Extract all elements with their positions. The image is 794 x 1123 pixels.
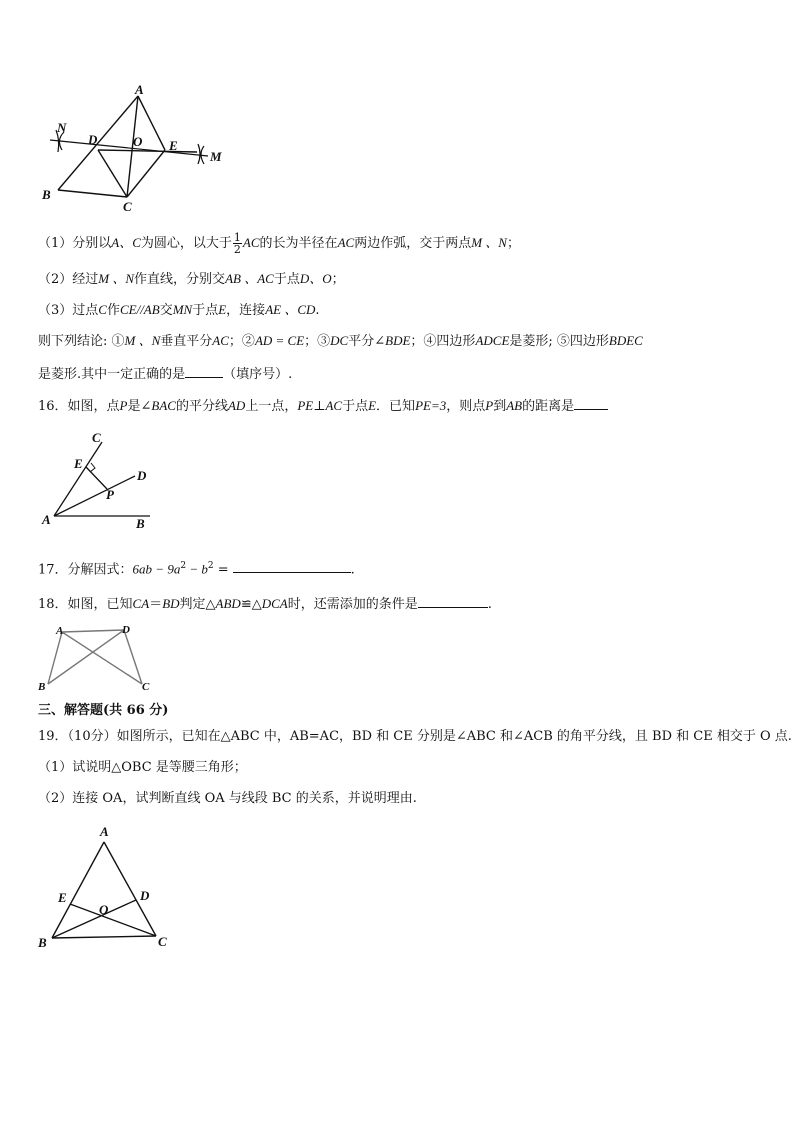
q17-text (38, 557, 355, 579)
math: M 、N (124, 333, 161, 348)
math: CA (132, 596, 150, 611)
q15-step1 (38, 232, 520, 255)
text: 到 (493, 399, 507, 414)
text: ≌△ (240, 597, 262, 612)
label-M: M (210, 149, 222, 164)
label-B: B (38, 681, 46, 693)
label-O: O (99, 902, 109, 917)
math: 6ab − 9a (132, 561, 181, 577)
math: BDEC (608, 333, 643, 348)
text: 是 (127, 399, 141, 414)
figure-rhombus-construction (40, 82, 230, 214)
text: 判定△ (179, 597, 216, 612)
text: 的距离是 (522, 399, 575, 414)
math: AD = CE (254, 333, 305, 348)
math: P (485, 398, 494, 413)
label-A: A (135, 82, 144, 97)
label-A: A (42, 512, 51, 527)
text: ； (331, 272, 345, 287)
q19-part2: （2）连接 OA，试判断直线 OA 与线段 BC 的关系，并说明理由. (38, 791, 417, 806)
math: AC (212, 333, 229, 348)
text: ；④四边形 (410, 334, 476, 349)
math: AB (506, 398, 523, 413)
math: 2 (180, 561, 187, 571)
text: 17．分解因式： (38, 562, 133, 578)
text: 作 (106, 303, 120, 318)
label-D: D (88, 132, 98, 147)
math: C (98, 302, 107, 317)
math: AB 、AC (225, 271, 274, 286)
math: DCA (261, 596, 288, 611)
answer-blank-q16[interactable] (574, 395, 608, 410)
q15-conclusions-cont (38, 363, 292, 384)
label-C: C (142, 681, 150, 693)
label-N: N (57, 120, 67, 135)
label-B: B (136, 516, 145, 531)
math: AC (242, 235, 260, 250)
label-O: O (133, 134, 143, 149)
label-P: P (106, 487, 114, 502)
label-A: A (56, 625, 64, 637)
math: ∠BAC (140, 398, 176, 413)
text: 交 (159, 303, 173, 318)
text: 的长为半径在 (259, 236, 338, 251)
text: （填序号）. (223, 367, 293, 382)
text: 平分 (348, 334, 375, 349)
math: DC (330, 333, 349, 348)
math: AD (227, 398, 246, 413)
text: （1）分别以 (38, 236, 112, 251)
text: 的平分线 (175, 399, 228, 414)
text: 于点 (192, 303, 219, 318)
text: 是菱形; ⑤四边形 (509, 334, 609, 349)
label-E: E (169, 138, 178, 153)
text: 于点 (342, 399, 369, 414)
text: 上一点， (245, 399, 298, 414)
text: . (487, 597, 492, 612)
label-D: D (137, 468, 147, 483)
text: ，则点 (446, 399, 486, 414)
math: D、O (299, 271, 332, 286)
math: PE⊥AC (297, 398, 343, 413)
math: M 、N (98, 271, 135, 286)
text: 时，还需添加的条件是 (287, 597, 418, 612)
text: ．已知 (376, 399, 416, 414)
label-D: D (122, 624, 130, 636)
text: 18．如图，已知 (38, 597, 133, 612)
q15-step2 (38, 270, 345, 289)
math: M 、N (471, 235, 507, 250)
text: . (315, 303, 320, 318)
math: E (218, 302, 227, 317)
q16-text (38, 395, 608, 416)
math: PE=3 (415, 398, 447, 413)
text: = (213, 562, 229, 578)
q15-conclusions (38, 332, 643, 351)
answer-blank-q17[interactable] (233, 558, 351, 573)
math: MN (172, 302, 193, 317)
math: BD (162, 596, 180, 611)
label-A: A (100, 824, 109, 839)
label-B: B (42, 187, 51, 202)
math: AE 、CD (265, 302, 316, 317)
text: . (350, 562, 355, 578)
math: A、C (111, 235, 141, 250)
text: 16．如图，点 (38, 399, 120, 414)
text: 为圆心，以大于 (140, 236, 232, 251)
math: − b (186, 561, 208, 577)
math: AC (337, 235, 355, 250)
text: 是菱形.其中一定正确的是 (38, 367, 186, 382)
figure-isosceles-triangle (36, 822, 176, 952)
math: E (368, 398, 377, 413)
label-C: C (92, 430, 101, 445)
answer-blank-q18[interactable] (418, 593, 488, 608)
q19-intro: 19．（10分）如图所示，已知在△ABC 中，AB=AC，BD 和 CE 分别是∠ABC 和∠ACB 的角平分线，且 BD 和 CE 相交于 O 点. (38, 729, 792, 744)
math: P (119, 398, 128, 413)
text: ；③ (304, 334, 331, 349)
label-B: B (38, 935, 47, 950)
label-D: D (140, 888, 150, 903)
text: ＝ (149, 597, 163, 612)
figure-congruent-triangles (38, 622, 158, 694)
math: ADCE (475, 333, 510, 348)
label-C: C (123, 199, 132, 214)
text: ，连接 (226, 303, 266, 318)
text: 于点 (273, 272, 300, 287)
text: ；② (228, 334, 255, 349)
text: ； (506, 236, 520, 251)
math: ∠BDE (374, 333, 411, 348)
q18-text (38, 593, 492, 614)
text: 垂直平分 (160, 334, 213, 349)
text: 两边作弧，交于两点 (354, 236, 472, 251)
text: （3）过点 (38, 303, 99, 318)
label-C: C (158, 934, 167, 949)
answer-blank-q15[interactable] (185, 363, 223, 378)
label-E: E (74, 456, 83, 471)
text: 作直线，分别交 (134, 272, 226, 287)
math: 2 (207, 561, 214, 571)
fraction-half: $\frac{1}{2}$ (233, 231, 241, 256)
text: 则下列结论: ① (38, 334, 125, 349)
text: （2）经过 (38, 272, 99, 287)
figure-angle-bisector (40, 428, 170, 532)
label-E: E (58, 890, 67, 905)
q15-step3 (38, 301, 320, 320)
math: ABD (215, 596, 241, 611)
section-heading: 三、解答题(共 66 分) (38, 703, 169, 718)
math: CE//AB (119, 302, 160, 317)
q19-part1: （1）试说明△OBC 是等腰三角形； (38, 760, 247, 775)
